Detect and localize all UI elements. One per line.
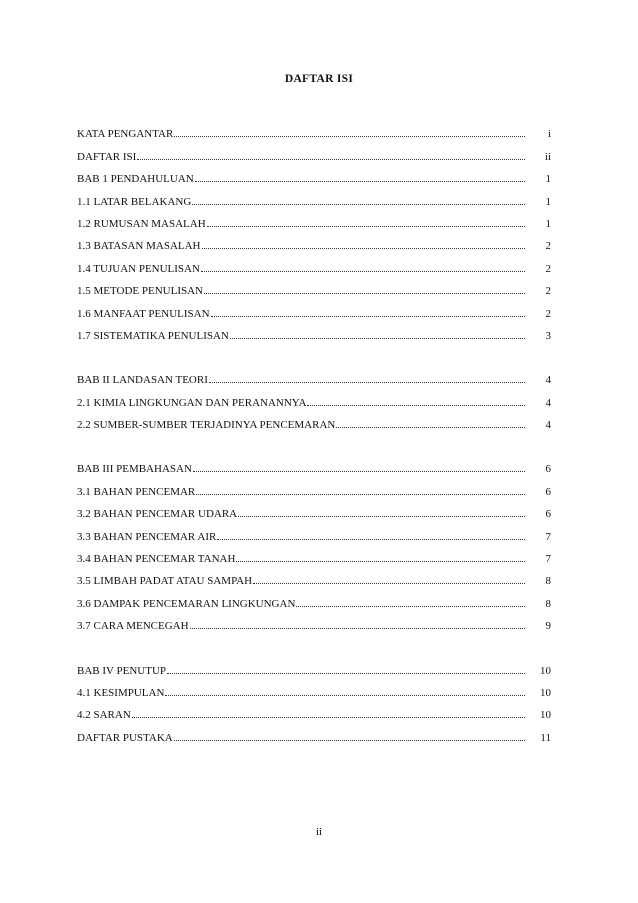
dot-leader: [196, 493, 525, 495]
toc-entry-page: 4: [545, 374, 551, 387]
dot-leader: [217, 538, 525, 540]
toc-entry-page: 10: [540, 664, 551, 677]
toc-entry: [77, 320, 551, 342]
toc-entry-page: 1: [545, 195, 551, 208]
dot-leader: [132, 716, 525, 718]
dot-leader: [230, 337, 525, 339]
toc-entry: [77, 297, 551, 319]
toc-entry-page: 4: [545, 396, 551, 409]
toc-entry-label: 1.5 METODE PENULISAN: [77, 285, 203, 298]
table-of-contents: [77, 118, 551, 744]
toc-entry: [77, 140, 551, 162]
dot-leader: [174, 739, 525, 741]
dot-leader: [207, 225, 525, 227]
dot-leader: [167, 672, 525, 674]
dot-leader: [238, 515, 525, 517]
toc-entry-label: 3.5 LIMBAH PADAT ATAU SAMPAH: [77, 575, 253, 588]
section-gap: [77, 632, 551, 654]
toc-entry-label: BAB III PEMBAHASAN: [77, 463, 192, 476]
toc-entry-label: KATA PENGANTAR: [77, 128, 174, 141]
dot-leader: [192, 203, 525, 205]
toc-entry: [77, 699, 551, 721]
toc-entry-page: 3: [545, 329, 551, 342]
toc-entry-label: BAB IV PENUTUP: [77, 664, 167, 677]
dot-leader: [190, 627, 525, 629]
toc-entry-label: 3.7 CARA MENCEGAH: [77, 620, 189, 633]
toc-entry-page: 8: [545, 575, 551, 588]
toc-entry-label: 1.1 LATAR BELAKANG: [77, 195, 192, 208]
toc-entry: [77, 520, 551, 542]
dot-leader: [236, 560, 525, 562]
toc-entry-page: 10: [540, 686, 551, 699]
dot-leader: [174, 135, 525, 137]
toc-entry-page: 1: [545, 217, 551, 230]
toc-entry: [77, 208, 551, 230]
toc-entry-label: 1.6 MANFAAT PENULISAN: [77, 307, 210, 320]
dot-leader: [253, 582, 525, 584]
dot-leader: [204, 292, 525, 294]
toc-entry-label: 2.1 KIMIA LINGKUNGAN DAN PERANANNYA: [77, 396, 307, 409]
toc-entry-page: 6: [545, 463, 551, 476]
toc-entry-label: 1.4 TUJUAN PENULISAN: [77, 262, 200, 275]
toc-entry: [77, 565, 551, 587]
toc-entry-label: 1.7 SISTEMATIKA PENULISAN: [77, 329, 229, 342]
toc-entry-page: 2: [545, 240, 551, 253]
toc-entry: [77, 677, 551, 699]
toc-entry-page: 2: [545, 262, 551, 275]
toc-entry: [77, 475, 551, 497]
toc-entry-page: ii: [544, 150, 551, 163]
toc-entry: [77, 409, 551, 431]
toc-entry-page: 11: [540, 731, 551, 744]
dot-leader: [137, 158, 525, 160]
toc-entry-label: BAB 1 PENDAHULUAN: [77, 173, 194, 186]
page-title: DAFTAR ISI: [284, 73, 354, 85]
toc-entry-page: 9: [545, 620, 551, 633]
toc-entry-label: 2.2 SUMBER-SUMBER TERJADINYA PENCEMARAN: [77, 419, 336, 432]
toc-entry: [77, 275, 551, 297]
dot-leader: [336, 426, 525, 428]
toc-entry: [77, 386, 551, 408]
toc-entry: [77, 610, 551, 632]
toc-entry: [77, 453, 551, 475]
toc-entry-label: 3.4 BAHAN PENCEMAR TANAH: [77, 553, 236, 566]
dot-leader: [202, 247, 526, 249]
toc-entry: [77, 654, 551, 676]
toc-entry: [77, 118, 551, 140]
toc-entry-page: 8: [545, 597, 551, 610]
page-number: ii: [315, 826, 323, 838]
toc-entry-label: 3.1 BAHAN PENCEMAR: [77, 485, 196, 498]
toc-entry-label: 1.3 BATASAN MASALAH: [77, 240, 201, 253]
toc-entry-label: 3.3 BAHAN PENCEMAR AIR: [77, 530, 217, 543]
toc-entry: [77, 587, 551, 609]
toc-entry-page: 2: [545, 285, 551, 298]
dot-leader: [195, 180, 525, 182]
dot-leader: [211, 315, 525, 317]
toc-entry-page: 6: [545, 485, 551, 498]
section-gap: [77, 431, 551, 453]
toc-entry-page: 7: [545, 553, 551, 566]
toc-entry: [77, 185, 551, 207]
dot-leader: [193, 470, 525, 472]
toc-entry: [77, 163, 551, 185]
toc-entry: [77, 252, 551, 274]
toc-entry-label: DAFTAR ISI: [77, 150, 137, 163]
dot-leader: [165, 694, 525, 696]
toc-entry-label: 4.1 KESIMPULAN: [77, 686, 165, 699]
toc-entry: [77, 364, 551, 386]
section-gap: [77, 342, 551, 364]
toc-entry-page: 2: [545, 307, 551, 320]
toc-entry: [77, 721, 551, 743]
toc-entry-label: 3.2 BAHAN PENCEMAR UDARA: [77, 508, 238, 521]
dot-leader: [209, 381, 525, 383]
toc-entry-label: 4.2 SARAN: [77, 709, 131, 722]
toc-entry-page: 1: [545, 173, 551, 186]
dot-leader: [201, 270, 525, 272]
toc-entry: [77, 230, 551, 252]
toc-entry-page: i: [547, 128, 551, 141]
toc-entry-page: 6: [545, 508, 551, 521]
toc-entry-page: 4: [545, 419, 551, 432]
toc-entry-page: 10: [540, 709, 551, 722]
toc-entry-label: 3.6 DAMPAK PENCEMARAN LINGKUNGAN: [77, 597, 296, 610]
toc-entry-label: DAFTAR PUSTAKA: [77, 731, 173, 744]
dot-leader: [307, 404, 525, 406]
toc-entry: [77, 543, 551, 565]
toc-entry-page: 7: [545, 530, 551, 543]
toc-entry-label: BAB II LANDASAN TEORI: [77, 374, 208, 387]
dot-leader: [296, 605, 525, 607]
toc-entry-label: 1.2 RUMUSAN MASALAH: [77, 217, 206, 230]
toc-entry: [77, 498, 551, 520]
